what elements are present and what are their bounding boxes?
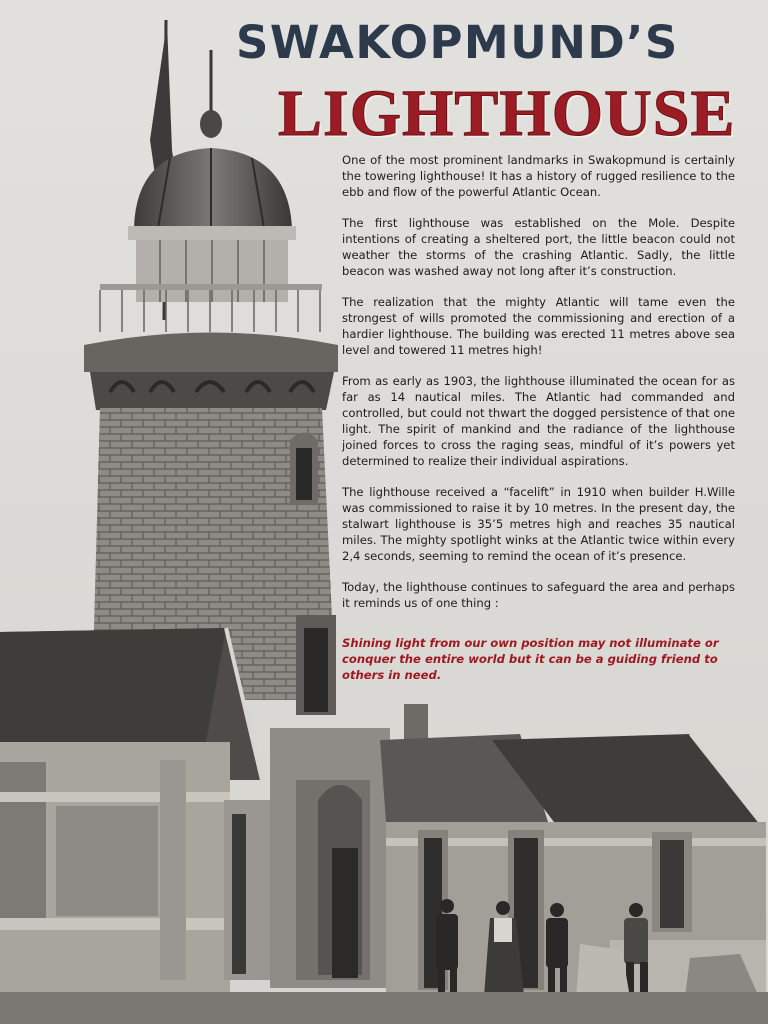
paragraph-2: The first lighthouse was established on the Mole. Despite intentions of creating a sheltered port, the little beacon could not weather the storms of the crashing Atlantic. Sadly, the little beacon was washed away not long after it’s construction. (342, 216, 735, 278)
paragraph-5: The lighthouse received a “facelift” in 1910 when builder H.Wille was commissioned to raise it by 10 metres. In the present day, the stalwart lighthouse is 35’5 metres high and reaches 35 nautical miles. The mighty spotlight winks at the Atlantic twice within every 2,4 seconds, seeming to remind the ocean of it’s presence. (342, 485, 735, 563)
title-line-1: SWAKOPMUND’S (236, 16, 679, 69)
title-line-2: LIGHTHOUSE (278, 77, 736, 150)
paragraph-6: Today, the lighthouse continues to safeguard the area and perhaps it reminds us of one thing : (342, 580, 735, 610)
paragraph-1: One of the most prominent landmarks in Swakopmund is certainly the towering lighthouse! It has a history of rugged resilience to the ebb and flow of the powerful Atlantic Ocean. (342, 153, 735, 199)
closing-quote: Shining light from our own position may not illuminate or conquer the entire world but it can be a guiding friend to others in need. (342, 636, 719, 682)
article-body (342, 152, 735, 698)
paragraph-4: From as early as 1903, the lighthouse illuminated the ocean for as far as 14 nautical miles. The Atlantic had commanded and controlled, but could not thwart the dogged persistence of that one light. The spirit of mankind and the radiance of the lighthouse joined forces to cross the raging seas, mindful of it’s powers yet determined to realize their individual aspirations. (342, 374, 735, 468)
paragraph-3: The realization that the mighty Atlantic will tame even the strongest of wills promoted the commissioning and erection of a hardier lighthouse. The building was erected 11 metres above sea level and towered 11 metres high! (342, 295, 735, 357)
